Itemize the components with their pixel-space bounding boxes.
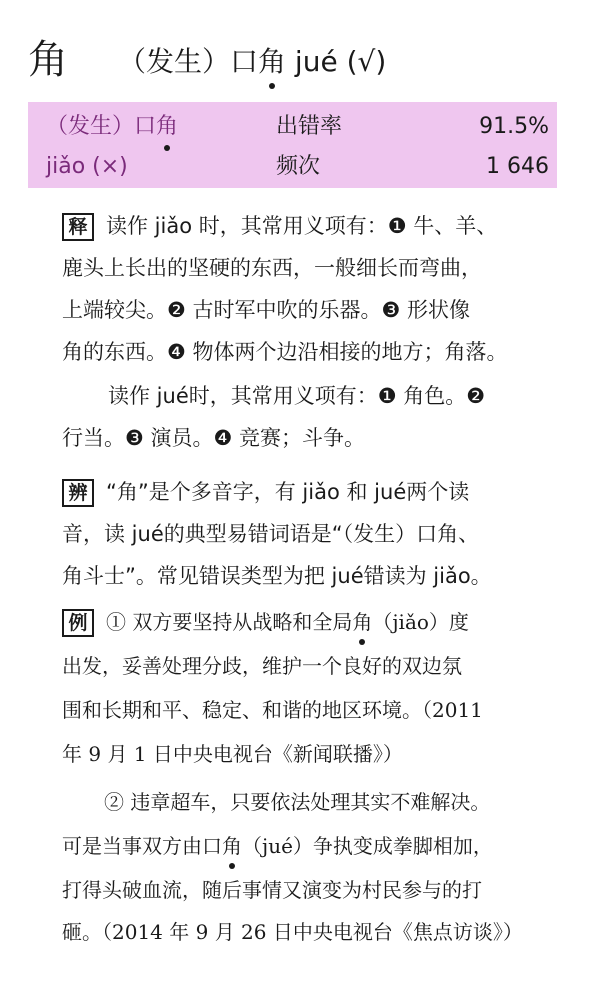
wrong-word-char: 角 [156, 112, 178, 142]
phrase-reading: jué (√) [286, 45, 387, 78]
bian-line-3: 角斗士”。常见错误类型为把 jué错读为 jiǎo。 [62, 564, 492, 588]
correct-reading-phrase [118, 44, 386, 80]
li-line-7: 打得头破血流，随后事情又演变为村民参与的打 [62, 878, 482, 902]
shi-line-4: 角的东西。❹ 物体两个边沿相接的地方；角落。 [62, 340, 508, 364]
bian-line-2: 音，读 jué的典型易错词语是“（发生）口角、 [62, 522, 480, 546]
li-ex1-suffix: （jiǎo）度 [372, 610, 469, 634]
frequency-value: 1 646 [486, 154, 549, 179]
li-ex1-char: 角 [352, 610, 373, 634]
error-rate-label: 出错率 [276, 114, 343, 139]
shi-line-5: 读作 jué时，其常用义项有：❶ 角色。❷ [108, 384, 486, 408]
li-line-2: 出发，妥善处理分歧，维护一个良好的双边氛 [62, 654, 462, 678]
li-ex2-suffix: （jué）争执变成拳脚相加， [242, 834, 493, 858]
li-line-6 [62, 832, 493, 860]
shi-line-3: 上端较尖。❷ 古时军中吹的乐器。❸ 形状像 [62, 298, 471, 322]
bian-label-box: 辨 [62, 479, 94, 507]
li-line-5: ② 违章超车，只要依法处理其实不难解决。 [104, 790, 491, 814]
li-ex2-prefix: 可是当事双方由口 [62, 834, 222, 858]
li-ex1-prefix: ① 双方要坚持从战略和全局 [106, 610, 353, 634]
shi-label-box: 释 [62, 213, 94, 241]
headword: 角 [28, 37, 68, 83]
li-ex2-char: 角 [222, 834, 242, 858]
shi-line-6: 行当。❸ 演员。❹ 竞赛；斗争。 [62, 426, 366, 450]
frequency-label: 频次 [276, 154, 321, 179]
bian-line-1 [62, 478, 469, 507]
li-line-4: 年 9 月 1 日中央电视台《新闻联播》） [62, 742, 403, 766]
shi-text-1: 读作 jiǎo 时，其常用义项有：❶ 牛、羊、 [106, 214, 498, 238]
shi-line-1 [62, 212, 497, 241]
emphasized-char: 角 [258, 45, 287, 78]
li-line-1 [62, 608, 469, 637]
error-rate-value: 91.5% [479, 114, 549, 139]
shi-line-2: 鹿头上长出的坚硬的东西，一般细长而弯曲， [62, 256, 482, 280]
error-stats-band [28, 102, 557, 188]
wrong-word-prefix: （发生）口 [46, 114, 157, 139]
wrong-reading: jiǎo (×) [46, 154, 128, 179]
phrase-prefix: （发生）口 [118, 45, 259, 78]
li-line-8: 砸。（2014 年 9 月 26 日中央电视台《焦点访谈》） [62, 920, 523, 944]
wrong-word [46, 112, 178, 142]
li-line-3: 围和长期和平、稳定、和谐的地区环境。（2011 [62, 698, 483, 722]
li-label-box: 例 [62, 609, 94, 637]
bian-text-1: “角”是个多音字，有 jiǎo 和 jué两个读 [106, 480, 470, 504]
